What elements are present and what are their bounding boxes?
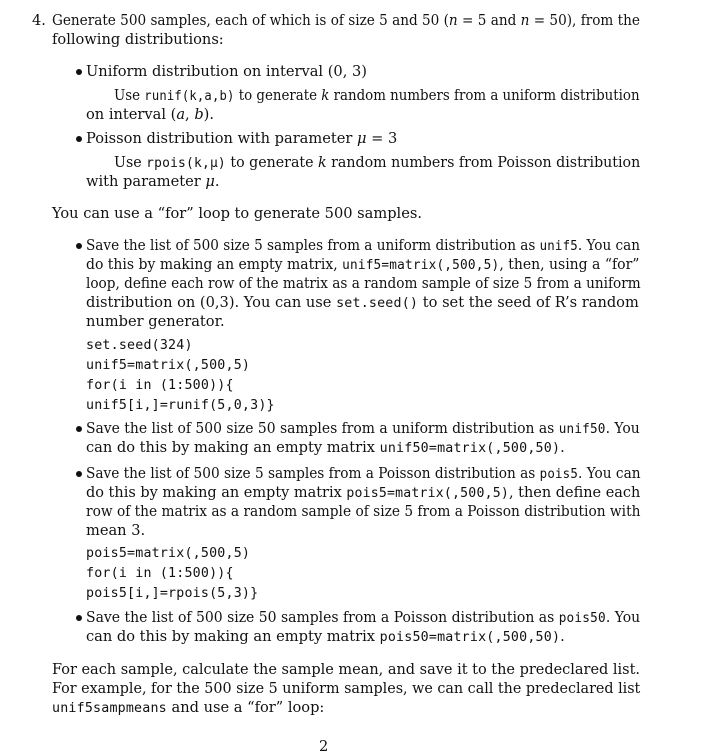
bullet3-line-4: mean 3. (86, 522, 146, 539)
closing-line-2: For example, for the 500 size 5 uniform samples, we can call the predeclared list (52, 680, 641, 697)
for-loop-note: You can use a “for” loop to generate 500 samples. (52, 205, 422, 222)
code-line: set.seed(324) (86, 338, 193, 353)
bullet3-line-2: do this by making an empty matrix pois5=matrix(,500,5), then define each (86, 484, 641, 501)
closing-line-3: unif5sampmeans and use a “for” loop: (52, 699, 325, 716)
poisson-usage-line-2: with parameter μ. (86, 173, 220, 190)
bullet1-line-2: do this by making an empty matrix, unif5=matrix(,500,5), then, using a “for” (86, 256, 640, 273)
bullet2-line-2: can do this by making an empty matrix unif50=matrix(,500,50). (86, 439, 565, 456)
bullet4-line-1: Save the list of 500 size 50 samples from a Poisson distribution as pois50. You (86, 609, 641, 626)
problem-number: 4. (32, 12, 46, 29)
code-line: pois5[i,]=rpois(5,3)} (86, 586, 259, 601)
code-line: unif5=matrix(,500,5) (86, 358, 251, 373)
uniform-distribution-label: Uniform distribution on interval (0, 3) (86, 63, 367, 80)
code-line: unif5[i,]=runif(5,0,3)} (86, 398, 275, 413)
bullet4-line-2: can do this by making an empty matrix pois50=matrix(,500,50). (86, 628, 565, 645)
bullet2-line-1: Save the list of 500 size 50 samples from a uniform distribution as unif50. You (86, 420, 640, 437)
uniform-usage-line-1: Use runif(k,a,b) to generate k random numbers from a uniform distribution (114, 87, 640, 104)
intro-line-2: following distributions: (52, 31, 224, 48)
bullet-marker (76, 136, 82, 142)
bullet1-line-3: loop, define each row of the matrix as a random sample of size 5 from a uniform (86, 275, 641, 292)
intro-line-1: Generate 500 samples, each of which is of size 5 and 50 (n = 5 and n = 50), from the (52, 12, 640, 29)
bullet-marker (76, 471, 82, 477)
bullet3-line-3: row of the matrix as a random sample of size 5 from a Poisson distribution with (86, 503, 641, 520)
bullet-marker (76, 243, 82, 249)
bullet-marker (76, 69, 82, 75)
bullet3-line-1: Save the list of 500 size 5 samples from a Poisson distribution as pois5. You can (86, 465, 641, 482)
code-line: pois5=matrix(,500,5) (86, 546, 251, 561)
code-line: for(i in (1:500)){ (86, 378, 234, 393)
page-number: 2 (319, 738, 329, 755)
uniform-usage-line-2: on interval (a, b). (86, 106, 214, 123)
poisson-usage-line-1: Use rpois(k,μ) to generate k random numbers from Poisson distribution (114, 154, 641, 171)
code-line: for(i in (1:500)){ (86, 566, 234, 581)
poisson-distribution-label: Poisson distribution with parameter μ = 3 (86, 130, 398, 147)
closing-line-1: For each sample, calculate the sample mean, and save it to the predeclared list. (52, 661, 641, 678)
bullet-marker (76, 615, 82, 621)
bullet1-line-1: Save the list of 500 size 5 samples from a uniform distribution as unif5. You can (86, 237, 641, 254)
bullet1-line-4: distribution on (0,3). You can use set.seed() to set the seed of R’s random (86, 294, 639, 311)
bullet-marker (76, 426, 82, 432)
bullet1-line-5: number generator. (86, 313, 225, 330)
